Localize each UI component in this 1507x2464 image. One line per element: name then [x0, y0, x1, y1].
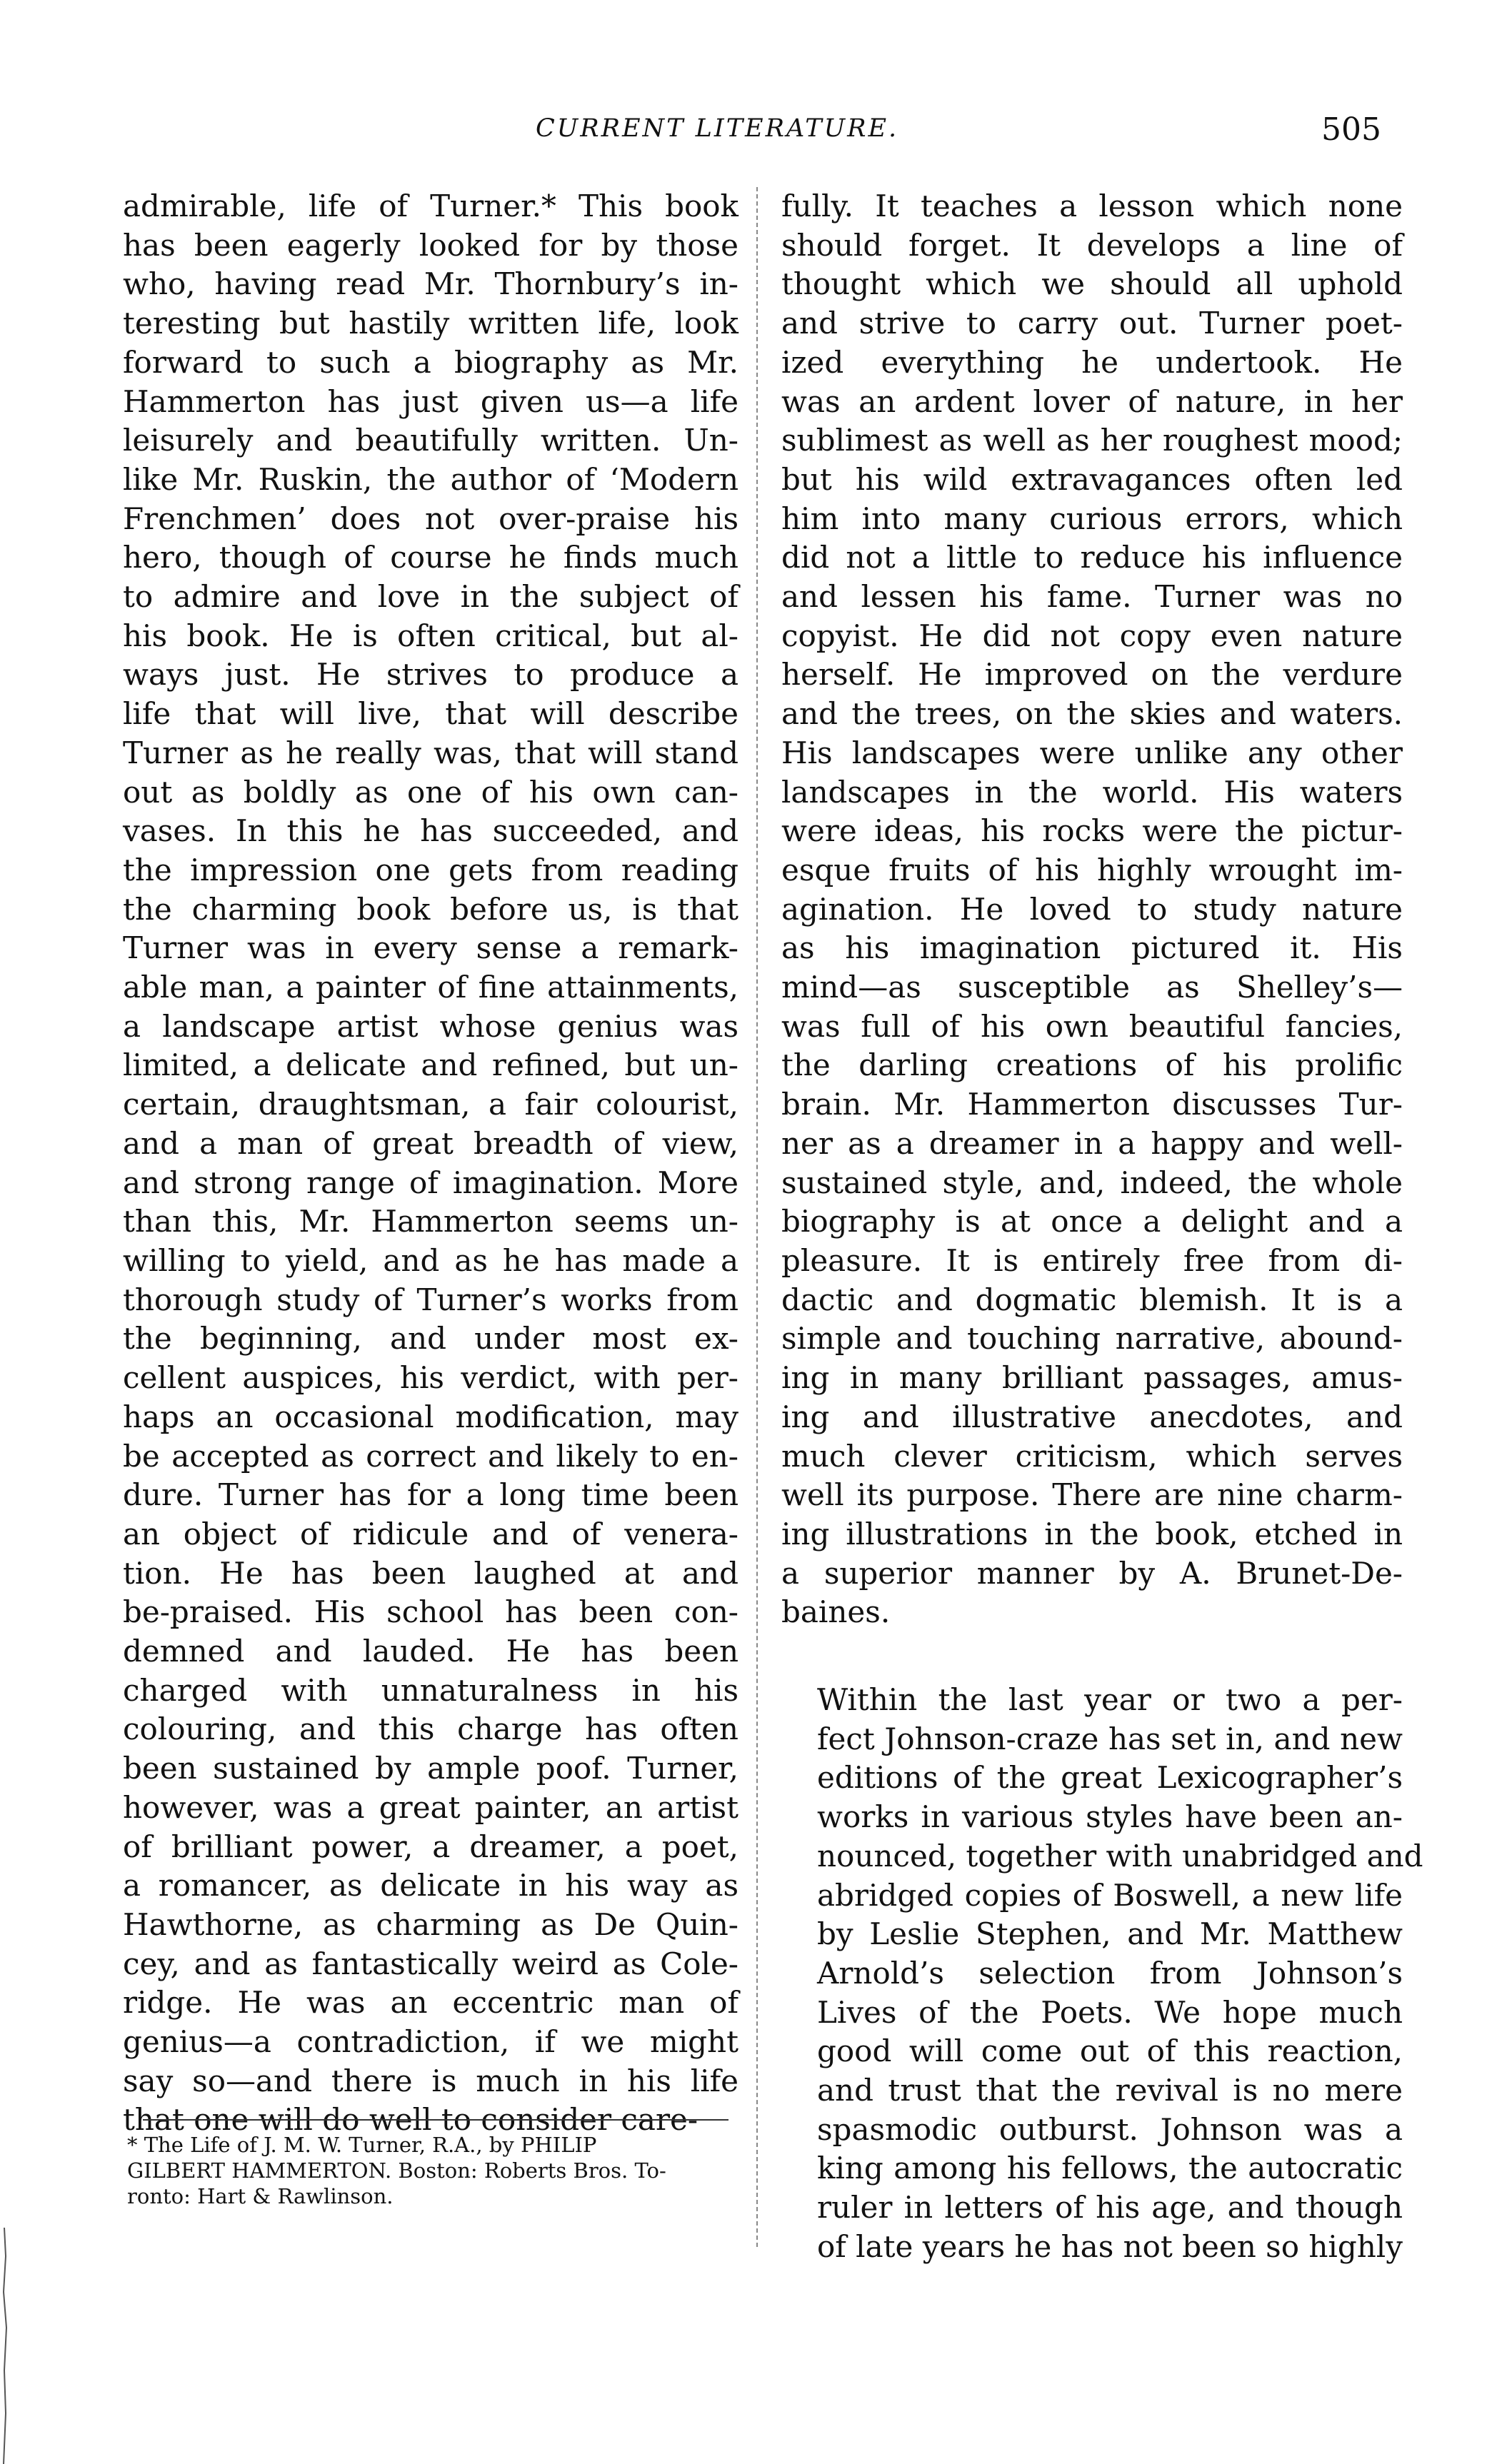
right-column: [781, 187, 1423, 2267]
left-column-line: willing to yield, and as he has made a: [123, 1242, 739, 1278]
left-column-line: the beginning, and under most ex-: [123, 1321, 739, 1357]
turner-review-line: His landscapes were unlike any other: [781, 735, 1403, 770]
turner-review-line: sustained style, and, indeed, the whole: [781, 1165, 1403, 1200]
turner-review-line: ized everything he undertook. He: [781, 344, 1403, 380]
johnson-line: king among his fellows, the autocratic: [817, 2151, 1403, 2186]
turner-review-line: him into many curious errors, which: [781, 501, 1403, 536]
left-column-line: that one will do well to consider care-: [123, 2102, 699, 2138]
left-column-paragraph: [123, 187, 739, 2140]
left-column-line: forward to such a biography as Mr.: [123, 344, 739, 380]
turner-review-line: well its purpose. There are nine charm-: [781, 1477, 1403, 1513]
johnson-paragraph: [781, 1681, 1423, 2267]
left-column-line: his book. He is often critical, but al-: [123, 618, 739, 653]
turner-review-line: was full of his own beautiful fancies,: [781, 1008, 1403, 1044]
running-header: [0, 111, 1507, 157]
turner-review-line: sublimest as well as her roughest mood;: [781, 423, 1403, 458]
turner-review-line: landscapes in the world. His waters: [781, 774, 1403, 810]
johnson-line: of late years he has not been so highly: [817, 2228, 1403, 2264]
turner-review-line: pleasure. It is entirely free from di-: [781, 1242, 1403, 1278]
left-column-line: out as boldly as one of his own can-: [123, 774, 739, 810]
left-column-line: who, having read Mr. Thornbury’s in-: [123, 266, 739, 302]
turner-review-line: ing in many brilliant passages, amus-: [781, 1360, 1403, 1396]
turner-review-line: esque fruits of his highly wrought im-: [781, 852, 1403, 887]
turner-review-line: much clever criticism, which serves: [781, 1438, 1403, 1474]
left-column-line: a landscape artist whose genius was: [123, 1008, 739, 1044]
left-column-line: than this, Mr. Hammerton seems un-: [123, 1204, 739, 1239]
johnson-line: good will come out of this reaction,: [817, 2033, 1403, 2069]
left-column-line: Hawthorne, as charming as De Quin-: [123, 1906, 739, 1942]
turner-review-line: was an ardent lover of nature, in her: [781, 383, 1403, 419]
turner-review-line: ing illustrations in the book, etched in: [781, 1516, 1403, 1552]
left-column-line: admirable, life of Turner.* This book: [123, 188, 739, 223]
left-column-line: thorough study of Turner’s works from: [123, 1282, 739, 1317]
turner-review-line: should forget. It develops a line of: [781, 227, 1403, 263]
left-column-line: been sustained by ample poof. Turner,: [123, 1751, 739, 1786]
binding-edge-mark: [0, 2228, 10, 2464]
left-column-line: Turner as he really was, that will stand: [123, 735, 739, 770]
left-column-line: of brilliant power, a dreamer, a poet,: [123, 1829, 739, 1864]
turner-review-line: brain. Mr. Hammerton discusses Tur-: [781, 1087, 1403, 1122]
left-column-line: and a man of great breadth of view,: [123, 1125, 739, 1161]
left-column-line: life that will live, that will describe: [123, 696, 739, 732]
left-column-line: haps an occasional modification, may: [123, 1399, 739, 1434]
left-column-line: the charming book before us, is that: [123, 891, 739, 927]
turner-review-paragraph-end: [781, 187, 1403, 1632]
left-column-line: hero, though of course he finds much: [123, 540, 739, 575]
left-column-line: to admire and love in the subject of: [123, 579, 739, 615]
johnson-line: editions of the great Lexicographer’s: [817, 1760, 1403, 1796]
johnson-line: Arnold’s selection from Johnson’s: [817, 1955, 1403, 1991]
turner-review-line: ing and illustrative anecdotes, and: [781, 1399, 1403, 1434]
left-column-line: able man, a painter of fine attainments,: [123, 970, 739, 1005]
left-column-line: vases. In this he has succeeded, and: [123, 813, 739, 849]
left-column-line: ridge. He was an eccentric man of: [123, 1985, 739, 2021]
footnote-line: ronto: Hart & Rawlinson.: [127, 2184, 394, 2208]
left-column-line: Hammerton has just given us—a life: [123, 383, 739, 419]
johnson-line: abridged copies of Boswell, a new life: [817, 1877, 1403, 1913]
left-column-line: genius—a contradiction, if we might: [123, 2024, 739, 2060]
left-column-line: be-praised. His school has been con-: [123, 1594, 739, 1630]
left-column-line: dure. Turner has for a long time been: [123, 1477, 739, 1513]
turner-review-line: herself. He improved on the verdure: [781, 657, 1403, 693]
turner-review-line: dactic and dogmatic blemish. It is a: [781, 1282, 1403, 1317]
left-column-line: leisurely and beautifully written. Un-: [123, 423, 739, 458]
turner-review-line: did not a little to reduce his influence: [781, 540, 1403, 575]
turner-review-line: thought which we should all uphold: [781, 266, 1403, 302]
running-title: CURRENT LITERATURE.: [536, 114, 899, 143]
left-column-line: a romancer, as delicate in his way as: [123, 1868, 739, 1904]
johnson-line: and trust that the revival is no mere: [817, 2073, 1403, 2108]
column-divider: [756, 187, 758, 2247]
johnson-line: by Leslie Stephen, and Mr. Matthew: [817, 1916, 1403, 1952]
turner-review-line: and the trees, on the skies and waters.: [781, 696, 1403, 732]
turner-review-line: ner as a dreamer in a happy and well-: [781, 1125, 1403, 1161]
left-column-line: Frenchmen’ does not over-praise his: [123, 501, 739, 536]
left-column-line: has been eagerly looked for by those: [123, 227, 739, 263]
left-column-line: like Mr. Ruskin, the author of ‘Modern: [123, 461, 739, 497]
johnson-line: fect Johnson-craze has set in, and new: [817, 1721, 1403, 1756]
turner-review-line: and lessen his fame. Turner was no: [781, 579, 1403, 615]
left-column-line: an object of ridicule and of venera-: [123, 1516, 739, 1552]
left-column-line: tion. He has been laughed at and: [123, 1555, 739, 1591]
left-column-line: cellent auspices, his verdict, with per-: [123, 1360, 739, 1396]
footnote-rule: [143, 2119, 729, 2121]
left-column: [123, 187, 739, 2140]
footnote-line: GILBERT HAMMERTON. Boston: Roberts Bros. To-: [127, 2158, 666, 2183]
turner-review-line: and strive to carry out. Turner poet-: [781, 306, 1403, 341]
footnote-line: * The Life of J. M. W. Turner, R.A., by PHILIP: [127, 2133, 597, 2157]
left-column-line: limited, a delicate and refined, but un-: [123, 1047, 739, 1083]
turner-review-line: biography is at once a delight and a: [781, 1204, 1403, 1239]
turner-review-line: baines.: [781, 1594, 891, 1630]
turner-review-line: the darling creations of his prolific: [781, 1047, 1403, 1083]
turner-review-line: simple and touching narrative, abound-: [781, 1321, 1403, 1357]
turner-review-line: as his imagination pictured it. His: [781, 930, 1403, 966]
footnote: [127, 2132, 749, 2209]
left-column-line: and strong range of imagination. More: [123, 1165, 739, 1200]
turner-review-line: were ideas, his rocks were the pictur-: [781, 813, 1403, 849]
turner-review-line: fully. It teaches a lesson which none: [781, 188, 1403, 223]
left-column-line: charged with unnaturalness in his: [123, 1672, 739, 1708]
page-number: 505: [1321, 111, 1381, 148]
left-column-line: cey, and as fantastically weird as Cole-: [123, 1946, 739, 1981]
johnson-line: spasmodic outburst. Johnson was a: [817, 2111, 1403, 2147]
left-column-line: certain, draughtsman, a fair colourist,: [123, 1087, 739, 1122]
turner-review-line: copyist. He did not copy even nature: [781, 618, 1403, 653]
left-column-line: Turner was in every sense a remark-: [123, 930, 739, 966]
left-column-line: demned and lauded. He has been: [123, 1634, 739, 1669]
johnson-line: Within the last year or two a per-: [817, 1682, 1403, 1718]
turner-review-line: agination. He loved to study nature: [781, 891, 1403, 927]
johnson-line: ruler in letters of his age, and though: [817, 2190, 1403, 2226]
johnson-line: Lives of the Poets. We hope much: [817, 1994, 1403, 2030]
left-column-line: however, was a great painter, an artist: [123, 1789, 739, 1825]
johnson-line: nounced, together with unabridged and: [817, 1838, 1423, 1874]
left-column-line: say so—and there is much in his life: [123, 2063, 739, 2098]
left-column-line: ways just. He strives to produce a: [123, 657, 739, 693]
turner-review-line: but his wild extravagances often led: [781, 461, 1403, 497]
turner-review-line: a superior manner by A. Brunet-De-: [781, 1555, 1403, 1591]
left-column-line: colouring, and this charge has often: [123, 1711, 739, 1747]
johnson-line: works in various styles have been an-: [817, 1799, 1403, 1835]
left-column-line: be accepted as correct and likely to en-: [123, 1438, 739, 1474]
left-column-line: teresting but hastily written life, look: [123, 306, 739, 341]
turner-review-line: mind—as susceptible as Shelley’s—: [781, 970, 1403, 1005]
left-column-line: the impression one gets from reading: [123, 852, 739, 887]
